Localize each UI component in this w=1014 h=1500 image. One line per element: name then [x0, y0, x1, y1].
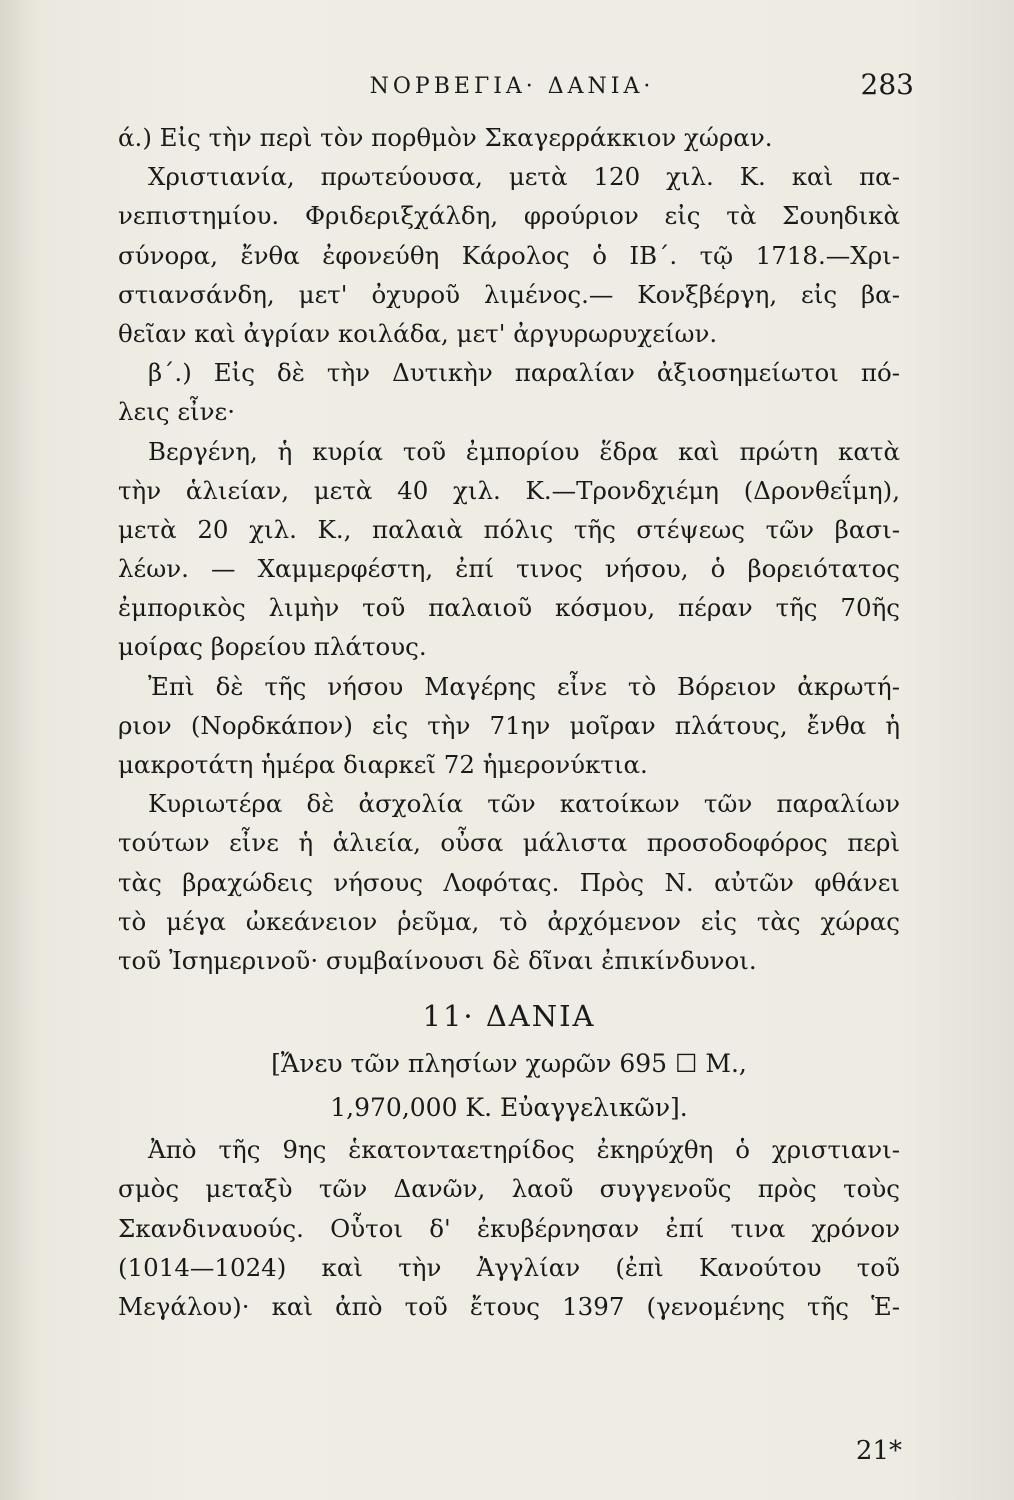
text-line: Μεγάλου)· καὶ ἀπὸ τοῦ ἔτους 1397 (γενομένης τῆς Ἑ- [118, 1291, 900, 1321]
text-line: ἐμπορικὸς λιμὴν τοῦ παλαιοῦ κόσμου, πέραν τῆς 70ῆς [118, 593, 900, 623]
text-line: ά.) Εἰς τὴν περὶ τὸν πορθμὸν Σκαγερράκκιον χώραν. [118, 123, 773, 152]
text-block-norway [118, 118, 900, 980]
text-line: Ἐπὶ δὲ τῆς νήσου Μαγέρης εἶνε τὸ Βόρειον ἀκρωτή- [148, 671, 900, 701]
section-stats-line-1: [Ἄνευ τῶν πλησίων χωρῶν 695 ☐ Μ., [271, 1049, 747, 1079]
text-line: Σκανδιναυούς. Οὗτοι δ' ἐκυβέρνησαν ἐπί τινα χρόνον [118, 1213, 900, 1243]
text-line: μετὰ 20 χιλ. Κ., παλαιὰ πόλις τῆς στέψεως τῶν βασι- [118, 514, 900, 544]
text-line: Ἀπὸ τῆς 9ης ἑκατονταετηρίδος ἐκηρύχθη ὁ χριστιανι- [148, 1135, 900, 1165]
text-line: ριον (Νορδκάπον) εἰς τὴν 71ην μοῖραν πλάτους, ἔνθα ἡ [118, 710, 900, 740]
text-line: τὸ μέγα ὠκεάνειον ῥεῦμα, τὸ ἀρχόμενον εἰς τὰς χώρας [118, 906, 900, 936]
section-stats-line-2: 1,970,000 Κ. Εὐαγγελικῶν]. [330, 1093, 688, 1123]
text-line: τὴν ἁλιείαν, μετὰ 40 χιλ. Κ.—Τρονδχιέμη (Δρονθεΐμη), [118, 475, 900, 505]
text-line: Βεργένη, ἡ κυρία τοῦ ἐμπορίου ἕδρα καὶ πρώτη κατὰ [148, 436, 900, 466]
text-line: θεῖαν καὶ ἀγρίαν κοιλάδα, μετ' ἀργυρωρυχείων. [118, 318, 718, 348]
text-line: νεπιστημίου. Φριδεριξχάλδη, φρούριον εἰς τὰ Σουηδικὰ [118, 201, 900, 231]
text-line: λεις εἶνε· [118, 397, 236, 427]
section-title: 11· ΔΑΝΙΑ [422, 999, 596, 1034]
text-line: μακροτάτη ἡμέρα διαρκεῖ 72 ἡμερονύκτια. [118, 750, 648, 779]
text-line: σμὸς μεταξὺ τῶν Δανῶν, λαοῦ συγγενοῦς πρὸς τοὺς [118, 1174, 900, 1204]
page-body [118, 118, 900, 1326]
text-line: σύνορα, ἔνθα ἐφονεύθη Κάρολος ὁ ΙΒ΄. τῷ 1718.—Χρι- [118, 240, 900, 270]
text-line: τούτων εἶνε ἡ ἁλιεία, οὖσα μάλιστα προσοδοφόρος περὶ [118, 828, 900, 858]
text-line: τὰς βραχώδεις νήσους Λοφότας. Πρὸς Ν. αὐτῶν φθάνει [118, 867, 900, 897]
text-line: β΄.) Εἰς δὲ τὴν Δυτικὴν παραλίαν ἀξιοσημείωτοι πό- [148, 358, 900, 388]
text-line: στιανσάνδη, μετ' ὀχυροῦ λιμένος.— Κονξβέργη, εἰς βα- [118, 279, 900, 309]
text-line: λέων. — Χαμμερφέστη, ἐπί τινος νήσου, ὁ βορειότατος [118, 554, 900, 584]
signature-mark: 21* [855, 1436, 902, 1466]
text-line: μοίρας βορείου πλάτους. [118, 632, 427, 662]
page-header [110, 68, 914, 108]
page-number: 283 [860, 68, 914, 101]
text-line: Χριστιανία, πρωτεύουσα, μετὰ 120 χιλ. Κ. καὶ πα- [148, 162, 900, 192]
text-block-denmark [118, 1130, 900, 1326]
text-line: Κυριωτέρα δὲ ἀσχολία τῶν κατοίκων τῶν παραλίων [148, 789, 900, 819]
text-line: τοῦ Ἰσημερινοῦ· συμβαίνουσι δὲ δῖναι ἐπικίνδυνοι. [118, 945, 757, 975]
running-head: ΝΟΡΒΕΓΙΑ· ΔΑΝΙΑ· [369, 74, 655, 99]
text-line: (1014—1024) καὶ τὴν Ἀγγλίαν (ἐπὶ Κανούτου τοῦ [118, 1252, 900, 1282]
